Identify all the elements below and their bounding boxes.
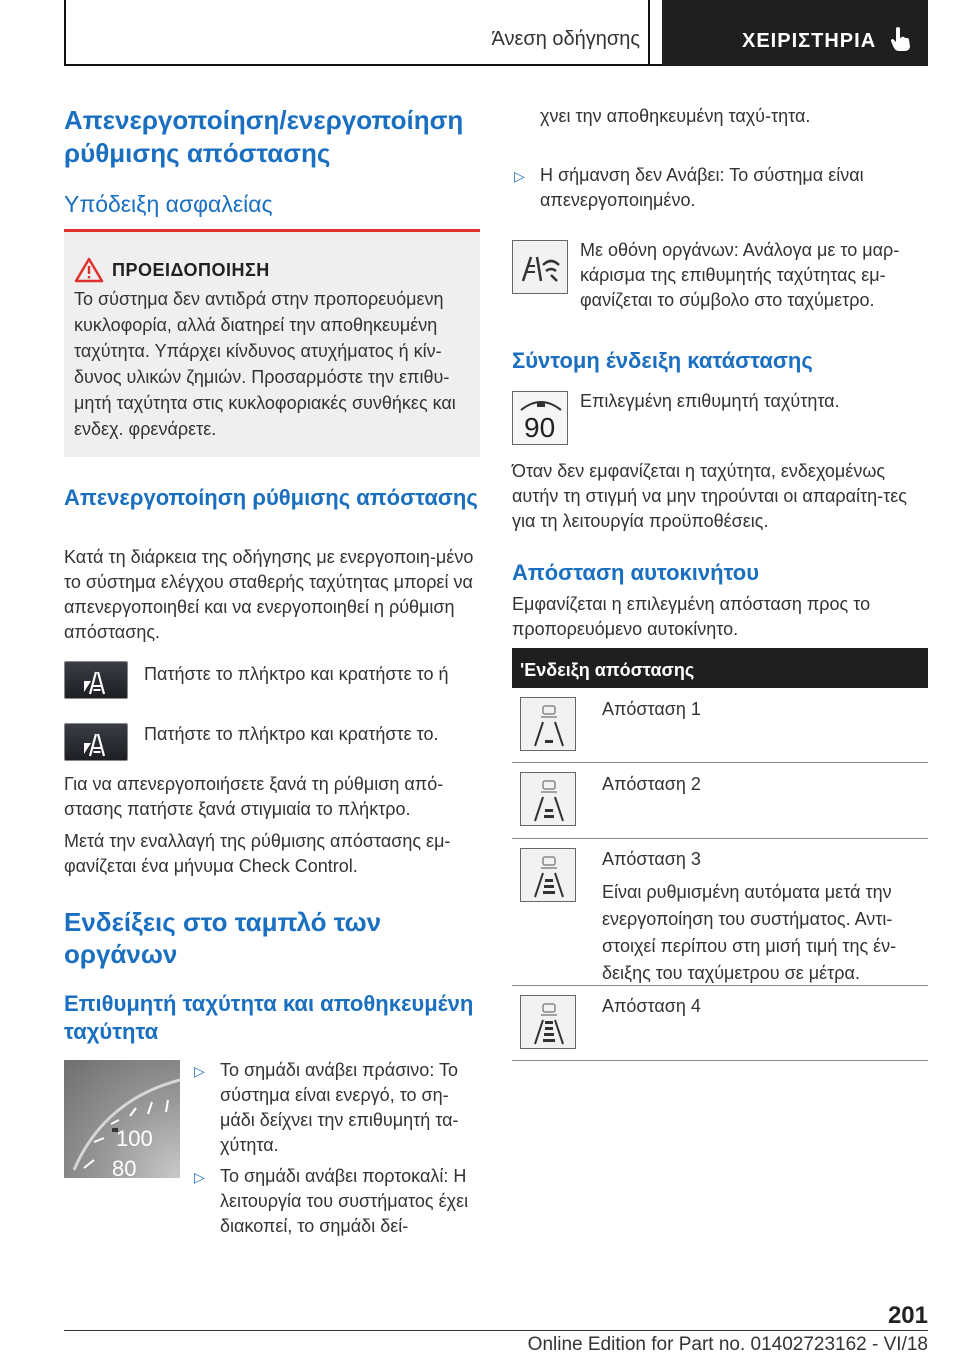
section-title: Άνεση οδήγησης (491, 28, 640, 50)
bullet-text-2: Το σημάδι ανάβει πορτοκαλί: Η λειτουργία του συστήματος έχει διακοπεί, το σημάδι δεί- (220, 1166, 469, 1236)
distance-1-label: Απόσταση 1 (602, 699, 701, 719)
reactivate-text: Για να απενεργοποιήσετε ξανά τη ρύθμιση από-στασης πατήστε ξανά στιγμιαία το πλήκτρο. (64, 774, 444, 819)
distance-button-icon-2 (65, 724, 129, 762)
distance-4-graphic (521, 996, 577, 1050)
table-divider (512, 985, 928, 986)
deactivate-text: Κατά τη διάρκεια της οδήγησης με ενεργοποιη-μένο το σύστημα ελέγχου σταθερής ταχύτητας μπορεί να απενεργοποιηθεί και να ενεργοποιηθεί η ρύθμιση απόστασης. (64, 547, 474, 642)
bullet-text-1: Το σημάδι ανάβει πράσινο: Το σύστημα είναι ενεργό, το ση-μάδι δείχνει την επιθυμητή τα-χύτητα. (220, 1060, 459, 1155)
status-heading: Σύντομη ένδειξη κατάστασης (512, 348, 813, 373)
distance-text: Εμφανίζεται η επιλεγμένη απόσταση προς το προπορευόμενο αυτοκίνητο. (512, 594, 871, 639)
cruise-symbol-icon (513, 241, 569, 295)
status-speed-value: 90 (524, 412, 556, 443)
edition-text: Online Edition for Part no. 01402723162 - VI/18 (527, 1334, 928, 1355)
status-text: Επιλεγμένη επιθυμητή ταχύτητα. (580, 391, 840, 411)
speedometer-image (64, 1060, 180, 1178)
header-left-rule (64, 0, 66, 66)
chapter-tab (662, 0, 928, 66)
speed-symbol-image (512, 240, 568, 294)
distance-2-label: Απόσταση 2 (602, 774, 701, 794)
distance-button-icon (65, 662, 129, 700)
distance-2-icon (520, 772, 576, 826)
bullet-triangle-icon: ▷ (514, 168, 525, 184)
dial-label-80: 80 (112, 1156, 137, 1178)
distance-heading: Απόσταση αυτοκινήτου (512, 560, 760, 585)
main-title: Απενεργοποίηση/ενεργοποίηση ρύθμισης απόστασης (64, 105, 464, 168)
safety-heading: Υπόδειξη ασφαλείας (64, 191, 273, 217)
warning-text: Το σύστημα δεν αντιδρά στην προπορευόμενη κυκλοφορία, αλλά διατηρεί την αποθηκευμένη ταχύτητα. Υπάρχει κίνδυνος ατυχήματος ή κίν-δυνος υλικών ζημιών. Προσαρμόστε την επιθυ-μητή ταχύτητα στις κυκλοφοριακές συνθήκες και ενδεχ. φρενάρετε. (74, 289, 456, 439)
distance-2-graphic (521, 773, 577, 827)
cluster-heading: Ενδείξεις στο ταμπλό των οργάνων (64, 907, 382, 969)
distance-4-label: Απόσταση 4 (602, 996, 701, 1016)
display-text: Με οθόνη οργάνων: Ανάλογα με το μαρ-κάρισμα της επιθυμητής ταχύτητας εμ-φανίζεται το σύμβολο στο ταχύμετρο. (580, 240, 900, 310)
bullet-triangle-icon: ▷ (194, 1169, 205, 1185)
press-text-2: Πατήστε το πλήκτρο και κρατήστε το. (144, 724, 439, 744)
distance-1-graphic (521, 698, 577, 752)
distance-button-image (64, 661, 128, 699)
distance-button-image-2 (64, 723, 128, 761)
header-divider (648, 0, 650, 66)
speed-heading: Επιθυμητή ταχύτητα και αποθηκευμένη ταχύτητα (64, 991, 474, 1044)
warning-box (64, 229, 480, 457)
distance-4-icon (520, 995, 576, 1049)
dial-label-100: 100 (116, 1126, 153, 1151)
warning-triangle-icon (74, 257, 104, 283)
switch-text: Μετά την εναλλαγή της ρύθμισης απόστασης εμ-φανίζεται ένα μήνυμα Check Control. (64, 831, 451, 876)
table-divider (512, 1060, 928, 1061)
bullet-triangle-icon: ▷ (194, 1063, 205, 1079)
chapter-title: ΧΕΙΡΙΣΤΗΡΙΑ (742, 30, 877, 52)
deactivate-heading: Απενεργοποίηση ρύθμισης απόστασης (64, 485, 478, 510)
bullet-text-2-cont: χνει την αποθηκευμένη ταχύ-τητα. (540, 106, 811, 126)
bullet-text-3: Η σήμανση δεν Ανάβει: Το σύστημα είναι απενεργοποιημένο. (540, 165, 864, 210)
pointing-hand-icon (890, 26, 912, 52)
distance-3-graphic (521, 849, 577, 903)
status-speed-image (512, 391, 568, 445)
distance-table-header: 'Ενδειξη απόστασης (512, 648, 928, 688)
table-divider (512, 762, 928, 763)
press-text-1: Πατήστε το πλήκτρο και κρατήστε το ή (144, 664, 449, 684)
page-number: 201 (887, 1302, 928, 1329)
footer-rule (64, 1330, 928, 1331)
table-divider (512, 838, 928, 839)
no-speed-text: Όταν δεν εμφανίζεται η ταχύτητα, ενδεχομένως αυτήν τη στιγμή να μην τηρούνται οι απαραίτη-τες για τη λειτουργία προϋποθέσεις. (512, 461, 907, 531)
distance-3-label: Απόσταση 3 (602, 849, 701, 869)
distance-3-icon (520, 848, 576, 902)
warning-title: ΠΡΟΕΙΔΟΠΟΙΗΣΗ (112, 260, 270, 280)
distance-1-icon (520, 697, 576, 751)
distance-3-note: Είναι ρυθμισμένη αυτόματα μετά την ενεργοποίηση του συστήματος. Αντι-στοιχεί περίπου στη μισή τιμή της έν-δειξης του ταχύμετρου σε μέτρα. (602, 882, 897, 983)
